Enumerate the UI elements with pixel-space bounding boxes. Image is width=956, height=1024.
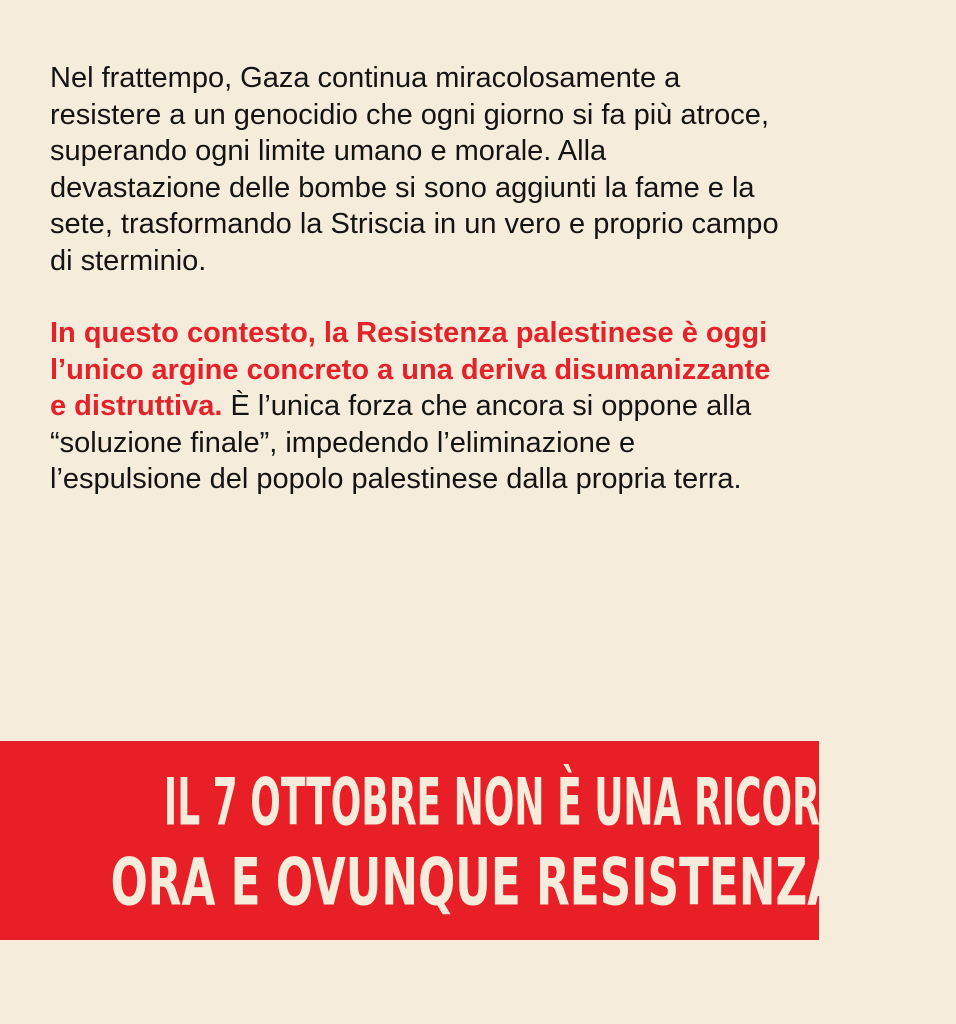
slogan-banner bbox=[0, 741, 956, 940]
slogan-line-2: ORA E OVUNQUE RESISTENZA bbox=[110, 845, 842, 921]
slogan-line-1: IL 7 OTTOBRE NON È UNA RICORRENZA bbox=[163, 765, 956, 841]
paragraph-2-highlight: In questo contesto, la Resistenza palestinese è oggi l’unico argine concreto a una deriva disumanizzante e distruttiva. bbox=[50, 317, 771, 422]
paragraph-2-rest: È l’unica forza che ancora si oppone alla “soluzione finale”, impedendo l’eliminazione e l’espulsione del popolo palestinese dalla propria terra. bbox=[50, 390, 752, 495]
body-text bbox=[50, 60, 780, 498]
paragraph-2 bbox=[50, 315, 780, 498]
paragraph-1: Nel frattempo, Gaza continua miracolosamente a resistere a un genocidio che ogni giorno si fa più atroce, superando ogni limite umano e morale. Alla devastazione delle bombe si sono aggiunti la fame e la sete, trasformando la Striscia in un vero e proprio campo di sterminio. bbox=[50, 62, 779, 277]
